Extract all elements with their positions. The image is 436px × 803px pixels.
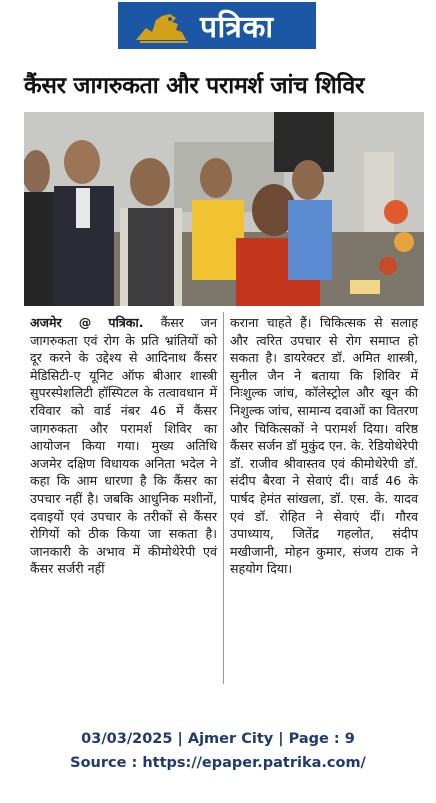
article-body — [24, 312, 424, 684]
source-footer — [0, 727, 436, 775]
edition-line: 03/03/2025 | Ajmer City | Page : 9 — [81, 731, 355, 747]
event-photo — [24, 112, 424, 306]
article-headline: कैंसर जागरुकता और परामर्श जांच शिविर — [24, 73, 365, 99]
source-line: Source : https://epaper.patrika.com/ — [70, 755, 366, 771]
masthead-logo — [118, 2, 316, 49]
article-column-1-text: कैंसर जन जागरुकता एवं रोग के प्रति भ्रांतियों को दूर करने के उद्देश्य से आदिनाथ कैंसर मेडिसिटी-ए यूनिट ऑफ बीआर शास्त्री सुपरस्पेशलिटी हॉस्पिटल के तत्वावधान में रविवार को वार्ड नंबर 46 में कैंसर जागरुकता और परामर्श शिविर का आयोजन किया गया। मुख्य अतिथि अजमेर दक्षिण विधायक अनिता भदेल ने कहा कि आम धारणा है कि कैंसर का उपचार नहीं है। जबकि आधुनिक मशीनों, दवाइयों एवं उपचार के तरीकों से कैंसर रोगियों को ठीक किया जा सकता है। जानकारी के अभाव में कीमोथेरेपी एवं कैंसर सर्जरी नहीं — [30, 315, 217, 577]
brand-name: पत्रिका — [200, 10, 274, 45]
article-dateline: अजमेर @ पत्रिका. — [30, 315, 161, 330]
article-column-1 — [24, 312, 224, 684]
article-column-2 — [224, 312, 424, 684]
event-photo-illustration — [24, 112, 424, 306]
article-column-2-text: कराना चाहते हैं। चिकित्सक से सलाह और त्वरित उपचार से रोग समाप्त हो सकता है। डायरेक्टर डॉ. अमित शास्त्री, सुनील जैन ने बताया कि शिविर में निःशुल्क जांच, कॉलेस्ट्रोल और खून की निशुल्क जांच, सामान्य दवाओं का वितरण और चिकित्सकों ने परामर्श दिया। वरिष्ठ कैंसर सर्जन डॉ मुकुंद एन. के. रेडियोथेरेपी डॉ. राजीव श्रीवास्तव एवं कीमोथेरेपी डॉ. संदीप बैरवा ने सेवाएं दी। वार्ड 46 के पार्षद हेमंत सांखला, डॉ. एस. के. यादव एवं डॉ. रोहित ने सेवाएं दीं। गौरव उपाध्याय, जितेंद्र गहलोत, संदीप मखीजानी, मोहन कुमार, संजय टाक ने सहयोग दिया। — [230, 315, 418, 577]
lion-emblem-icon — [132, 6, 194, 46]
